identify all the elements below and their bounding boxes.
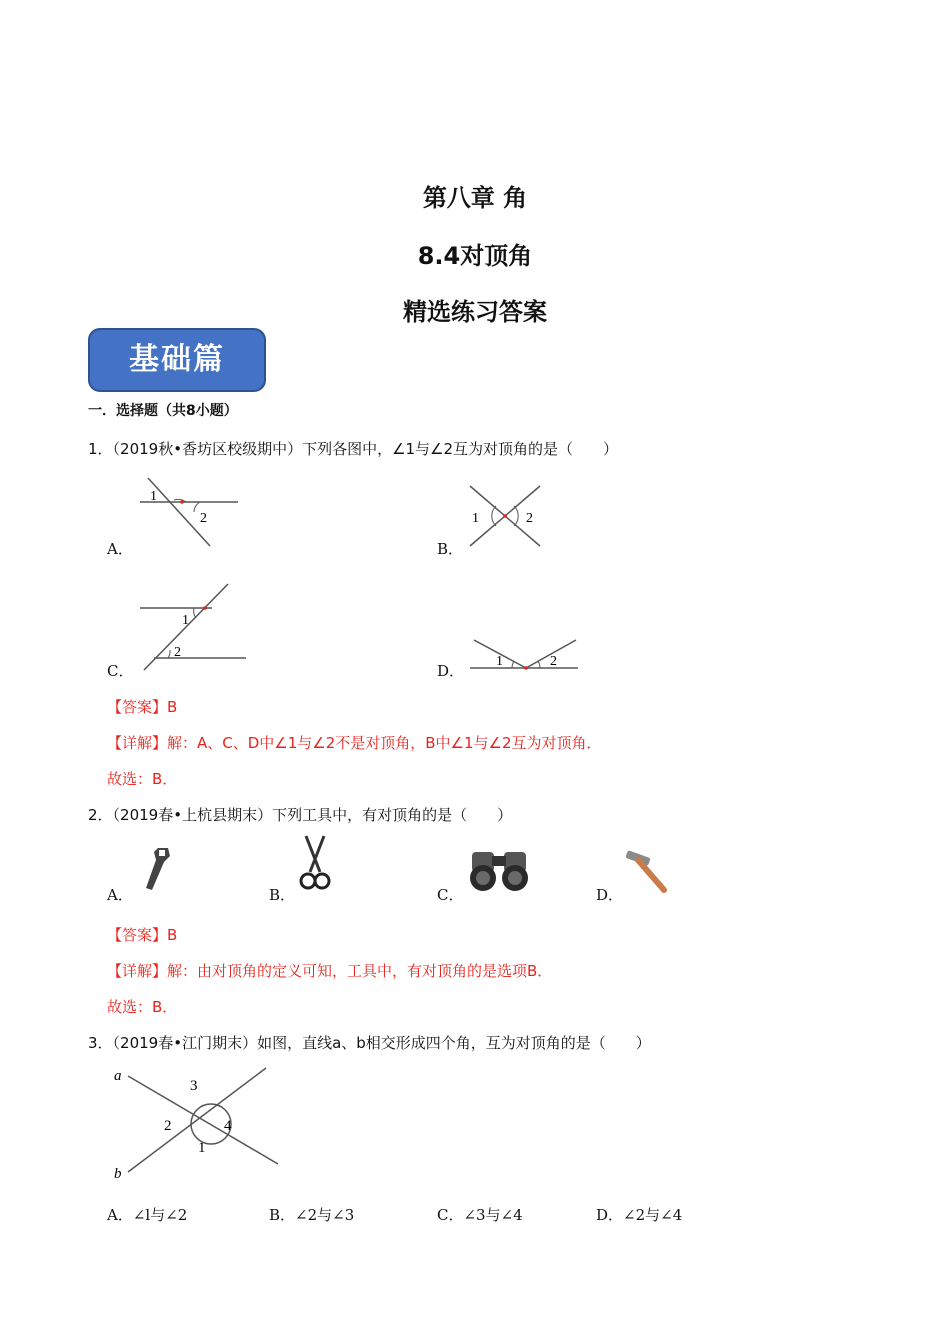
q3-option-d[interactable]: D．∠2与∠4 [596,1206,683,1224]
q1-detail: 【详解】解：A、C、D中∠1与∠2不是对顶角，B中∠1与∠2互为对顶角． [107,734,602,752]
wrench-icon [138,846,174,896]
section-title: 8.4对顶角 [417,242,533,270]
angle-3-label: 3 [190,1078,198,1094]
q1-answer: 【答案】B [107,698,178,716]
q1-figure-a [130,470,250,550]
section-heading: 一．选择题（共8小题） [88,403,238,419]
q2-option-c[interactable]: C． [437,886,464,904]
q3-option-a[interactable]: A．∠l与∠2 [107,1206,188,1224]
q1-option-c[interactable]: C． [107,662,134,680]
q1-option-a[interactable]: A． [107,540,133,558]
question-2-stem: 2．（2019春•上杭县期末）下列工具中，有对顶角的是（ ） [88,806,513,824]
q1b-label-1: 1 [472,511,479,526]
chapter-title: 第八章 角 [422,184,528,212]
q1-figure-b [462,482,552,552]
angle-4-label: 4 [224,1118,232,1134]
q3-option-c[interactable]: C．∠3与∠4 [437,1206,523,1224]
hammer-icon [622,848,672,896]
q2-answer: 【答案】B [107,926,178,944]
angle-1-label: 1 [198,1140,206,1156]
q1b-label-2: 2 [526,511,533,526]
q2-option-d[interactable]: D． [596,886,624,904]
q1-figure-c [130,578,250,674]
line-a-label: a [114,1068,122,1084]
q1-option-d[interactable]: D． [437,662,465,680]
q2-option-a[interactable]: A． [107,886,133,904]
q3-figure [106,1064,286,1182]
q1-option-b[interactable]: B． [437,540,464,558]
basic-level-banner: 基础篇 [88,328,266,392]
q1a-label-1: 1 [150,489,157,504]
page-subtitle: 精选练习答案 [403,298,547,326]
angle-2-label: 2 [164,1118,172,1134]
q3-option-b[interactable]: B．∠2与∠3 [269,1206,355,1224]
q1c-label-1: 1 [182,613,189,628]
question-3-stem: 3．（2019春•江门期末）如图，直线a、b相交形成四个角，互为对顶角的是（ ） [88,1034,651,1052]
q2-option-b[interactable]: B． [269,886,296,904]
line-b-label: b [114,1166,122,1182]
q1-figure-d [466,636,582,676]
q1c-label-2: 2 [174,645,181,660]
q1a-label-2: 2 [200,511,207,526]
q1-conclusion: 故选：B． [107,770,178,788]
q2-conclusion: 故选：B． [107,998,178,1016]
q2-detail: 【详解】解：由对顶角的定义可知，工具中，有对顶角的是选项B． [107,962,553,980]
scissors-icon [298,834,332,894]
q1d-label-1: 1 [496,654,503,669]
question-1-stem: 1．（2019秋•香坊区校级期中）下列各图中，∠1与∠2互为对顶角的是（ ） [88,440,619,458]
binoculars-icon [468,846,530,894]
q1d-label-2: 2 [550,654,557,669]
